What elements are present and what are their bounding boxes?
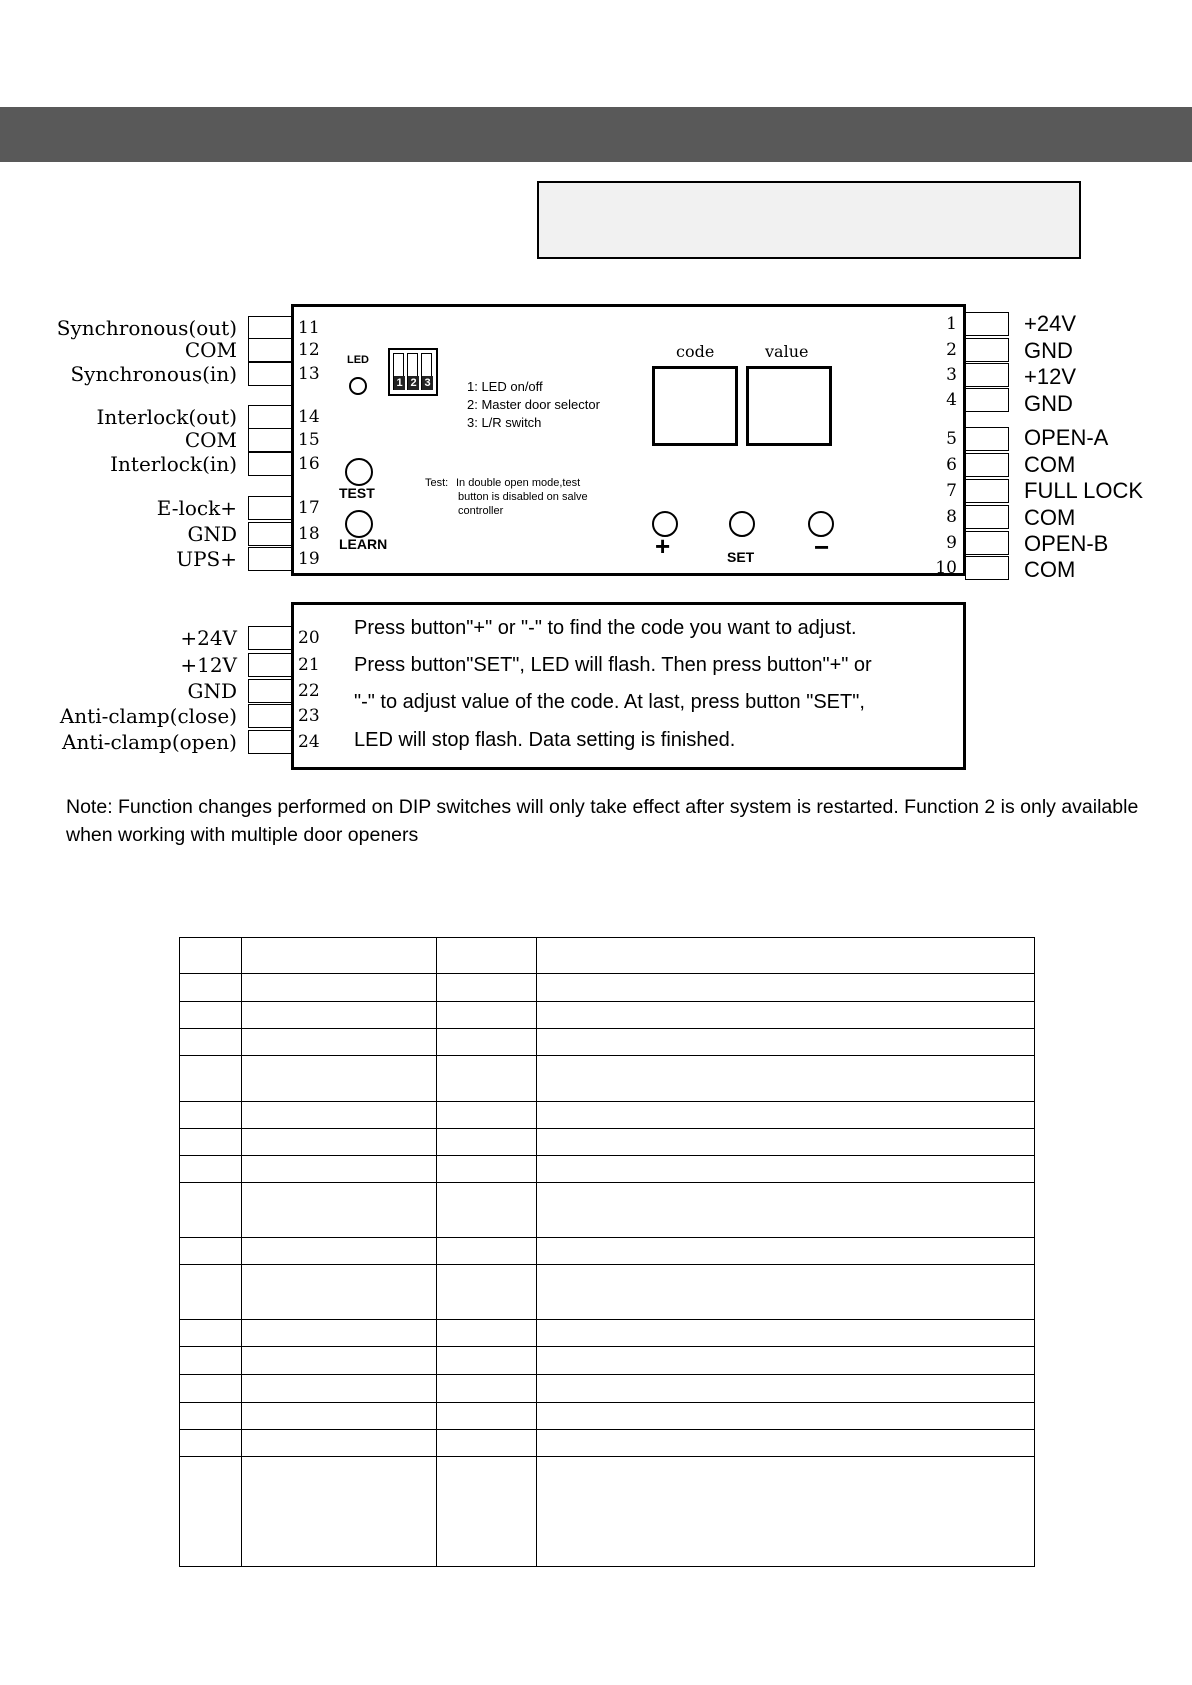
- terminal-number: 24: [298, 732, 320, 752]
- led-indicator: [349, 377, 367, 395]
- table-cell: [537, 1102, 1035, 1129]
- table-cell: [180, 1029, 242, 1056]
- terminal-number: 19: [298, 549, 320, 569]
- terminal-21: [248, 653, 292, 677]
- table-row: [180, 1002, 1035, 1029]
- terminal-number: 6: [946, 455, 957, 475]
- table-cell: [242, 1457, 437, 1567]
- table-cell: [437, 974, 537, 1002]
- table-cell: [242, 1002, 437, 1029]
- table-cell: [242, 1375, 437, 1403]
- table-cell: [537, 1320, 1035, 1347]
- specification-table: [179, 937, 1035, 1567]
- table-cell: [242, 1347, 437, 1375]
- terminal-label: COM: [1024, 452, 1076, 477]
- table-cell: [180, 1102, 242, 1129]
- table-cell: [180, 1375, 242, 1403]
- table-row: [180, 1102, 1035, 1129]
- terminal-9: [965, 531, 1009, 555]
- table-row: [180, 1430, 1035, 1457]
- table-cell: [242, 1265, 437, 1320]
- table-cell: [437, 1238, 537, 1265]
- terminal-label: UPS+: [176, 547, 237, 571]
- dip-switch-note: Note: Function changes performed on DIP switches will only take effect after system is restarted. Function 2 is only available when working with multiple door openers: [66, 796, 1139, 846]
- terminal-label: Synchronous(in): [70, 362, 237, 386]
- table-cell: [437, 938, 537, 974]
- table-cell: [242, 1129, 437, 1156]
- table-cell: [180, 1238, 242, 1265]
- table-cell: [537, 1029, 1035, 1056]
- terminal-label: Interlock(in): [110, 452, 237, 476]
- table-cell: [242, 1403, 437, 1430]
- table-cell: [437, 1029, 537, 1056]
- table-cell: [180, 1430, 242, 1457]
- table-row: [180, 1320, 1035, 1347]
- dip-switch-3: 3: [422, 376, 433, 390]
- table-row: [180, 974, 1035, 1002]
- table-cell: [537, 1457, 1035, 1567]
- table-cell: [180, 1056, 242, 1102]
- dip-function-3: 3: L/R switch: [467, 415, 542, 430]
- table-cell: [437, 1347, 537, 1375]
- dip-switch-1: 1: [394, 376, 405, 390]
- terminal-number: 22: [298, 681, 320, 701]
- table-cell: [537, 1238, 1035, 1265]
- table-cell: [242, 1102, 437, 1129]
- terminal-number: 14: [298, 407, 320, 427]
- dip-switch-2: 2: [408, 376, 419, 390]
- instruction-line-4: LED will stop flash. Data setting is finished.: [354, 729, 736, 751]
- terminal-number: 13: [298, 364, 320, 384]
- terminal-number: 15: [298, 430, 320, 450]
- table-row: [180, 1403, 1035, 1430]
- table-cell: [180, 1183, 242, 1238]
- table-cell: [537, 1375, 1035, 1403]
- dip-function-1: 1: LED on/off: [467, 379, 543, 394]
- instruction-line-2: Press button"SET", LED will flash. Then press button"+" or: [354, 654, 872, 676]
- table-row: [180, 1183, 1035, 1238]
- dip-function-2: 2: Master door selector: [467, 397, 600, 412]
- table-cell: [437, 1430, 537, 1457]
- table-cell: [242, 1320, 437, 1347]
- table-row: [180, 938, 1035, 974]
- value-display: [746, 366, 832, 446]
- table-cell: [180, 938, 242, 974]
- terminal-label: +24V: [1024, 311, 1076, 336]
- table-cell: [537, 1347, 1035, 1375]
- table-cell: [180, 1265, 242, 1320]
- terminal-14: [248, 405, 292, 429]
- terminal-19: [248, 547, 292, 571]
- table-cell: [242, 1156, 437, 1183]
- value-label: value: [765, 342, 809, 361]
- test-note-line-1: In double open mode,test: [456, 477, 581, 489]
- terminal-number: 3: [946, 365, 957, 385]
- table-row: [180, 1029, 1035, 1056]
- table-cell: [180, 974, 242, 1002]
- table-cell: [537, 1156, 1035, 1183]
- header-title-box: [537, 181, 1081, 259]
- table-cell: [180, 1403, 242, 1430]
- terminal-number: 2: [946, 340, 957, 360]
- terminal-7: [965, 479, 1009, 503]
- table-cell: [242, 1056, 437, 1102]
- terminal-number: 21: [298, 655, 320, 675]
- terminal-number: 8: [946, 507, 957, 527]
- table-cell: [437, 1183, 537, 1238]
- dip-switch: [388, 348, 438, 396]
- terminal-18: [248, 522, 292, 546]
- table-cell: [242, 1430, 437, 1457]
- terminal-number: 20: [298, 628, 320, 648]
- terminal-15: [248, 428, 292, 452]
- table-cell: [437, 1002, 537, 1029]
- terminal-number: 9: [946, 533, 957, 553]
- terminal-label: COM: [184, 428, 237, 452]
- terminal-number: 10: [935, 558, 957, 578]
- table-cell: [537, 1056, 1035, 1102]
- code-display: [652, 366, 738, 446]
- table-row: [180, 1056, 1035, 1102]
- terminal-20: [248, 626, 292, 650]
- terminal-number: 16: [298, 454, 320, 474]
- terminal-number: 23: [298, 706, 320, 726]
- terminal-label: COM: [184, 338, 237, 362]
- terminal-number: 18: [298, 524, 320, 544]
- table-cell: [180, 1156, 242, 1183]
- table-cell: [437, 1375, 537, 1403]
- set-button[interactable]: [729, 511, 755, 537]
- terminal-5: [965, 427, 1009, 451]
- plus-label: +: [655, 531, 671, 561]
- terminal-number: 7: [946, 481, 957, 501]
- instruction-line-1: Press button"+" or "-" to find the code you want to adjust.: [354, 617, 857, 639]
- terminal-number: 12: [298, 340, 320, 360]
- table-cell: [437, 1403, 537, 1430]
- table-row: [180, 1129, 1035, 1156]
- table-cell: [242, 1029, 437, 1056]
- table-cell: [437, 1102, 537, 1129]
- table-cell: [242, 938, 437, 974]
- terminal-label: OPEN-B: [1024, 531, 1109, 556]
- terminal-label: FULL LOCK: [1024, 478, 1144, 503]
- terminal-22: [248, 679, 292, 703]
- table-row: [180, 1265, 1035, 1320]
- minus-label: −: [814, 532, 830, 562]
- code-label: code: [676, 342, 715, 361]
- terminal-8: [965, 505, 1009, 529]
- table-cell: [437, 1265, 537, 1320]
- header-bar: [0, 107, 1192, 162]
- table-cell: [437, 1457, 537, 1567]
- terminal-label: Anti-clamp(close): [59, 704, 237, 728]
- terminal-label: GND: [1024, 391, 1073, 416]
- table-row: [180, 1347, 1035, 1375]
- test-note-prefix: Test:: [425, 477, 449, 489]
- table-cell: [437, 1129, 537, 1156]
- terminal-23: [248, 704, 292, 728]
- terminal-number: 4: [946, 390, 957, 410]
- table-cell: [242, 1183, 437, 1238]
- table-cell: [242, 974, 437, 1002]
- table-row: [180, 1156, 1035, 1183]
- test-button[interactable]: [345, 458, 373, 486]
- terminal-label: GND: [187, 522, 237, 546]
- table-cell: [537, 1002, 1035, 1029]
- terminal-6: [965, 453, 1009, 477]
- table-cell: [180, 1320, 242, 1347]
- terminal-label: Anti-clamp(open): [62, 730, 237, 754]
- terminal-4: [965, 388, 1009, 412]
- terminal-11: [248, 316, 292, 340]
- table-row: [180, 1238, 1035, 1265]
- terminal-24: [248, 730, 292, 754]
- terminal-number: 5: [946, 429, 957, 449]
- learn-button[interactable]: [345, 510, 373, 538]
- table-row: [180, 1375, 1035, 1403]
- table-cell: [437, 1320, 537, 1347]
- table-cell: [537, 1430, 1035, 1457]
- terminal-number: 1: [946, 314, 957, 334]
- instruction-line-3: "-" to adjust value of the code. At last, press button "SET",: [354, 691, 865, 713]
- terminal-label: GND: [1024, 338, 1073, 363]
- terminal-label: Interlock(out): [96, 405, 237, 429]
- test-note-line-2: button is disabled on salve: [458, 491, 588, 503]
- terminal-number: 17: [298, 498, 320, 518]
- terminal-17: [248, 496, 292, 520]
- terminal-label: +12V: [1024, 364, 1076, 389]
- terminal-label: E-lock+: [156, 496, 237, 520]
- controller-board: [291, 304, 966, 576]
- terminal-label: COM: [1024, 505, 1076, 530]
- table-cell: [437, 1056, 537, 1102]
- terminal-10: [965, 556, 1009, 580]
- table-cell: [537, 938, 1035, 974]
- table-cell: [180, 1129, 242, 1156]
- terminal-label: +24V: [180, 626, 237, 650]
- test-label: TEST: [339, 485, 375, 501]
- table-cell: [537, 1403, 1035, 1430]
- table-cell: [537, 974, 1035, 1002]
- table-cell: [180, 1002, 242, 1029]
- terminal-1: [965, 312, 1009, 336]
- terminal-label: COM: [1024, 557, 1076, 582]
- terminal-12: [248, 338, 292, 362]
- terminal-3: [965, 363, 1009, 387]
- table-cell: [180, 1457, 242, 1567]
- table-cell: [242, 1238, 437, 1265]
- terminal-label: Synchronous(out): [56, 316, 237, 340]
- table-row: [180, 1457, 1035, 1567]
- terminal-label: OPEN-A: [1024, 425, 1109, 450]
- table-cell: [537, 1183, 1035, 1238]
- table-cell: [180, 1347, 242, 1375]
- terminal-label: GND: [187, 679, 237, 703]
- learn-label: LEARN: [339, 536, 388, 552]
- test-note-line-3: controller: [458, 505, 504, 517]
- table-cell: [537, 1129, 1035, 1156]
- set-label: SET: [727, 549, 755, 565]
- terminal-label: +12V: [180, 653, 237, 677]
- table-cell: [437, 1156, 537, 1183]
- terminal-2: [965, 338, 1009, 362]
- terminal-16: [248, 452, 292, 476]
- terminal-number: 11: [298, 318, 320, 338]
- terminal-13: [248, 362, 292, 386]
- table-cell: [537, 1265, 1035, 1320]
- led-label: LED: [347, 354, 369, 366]
